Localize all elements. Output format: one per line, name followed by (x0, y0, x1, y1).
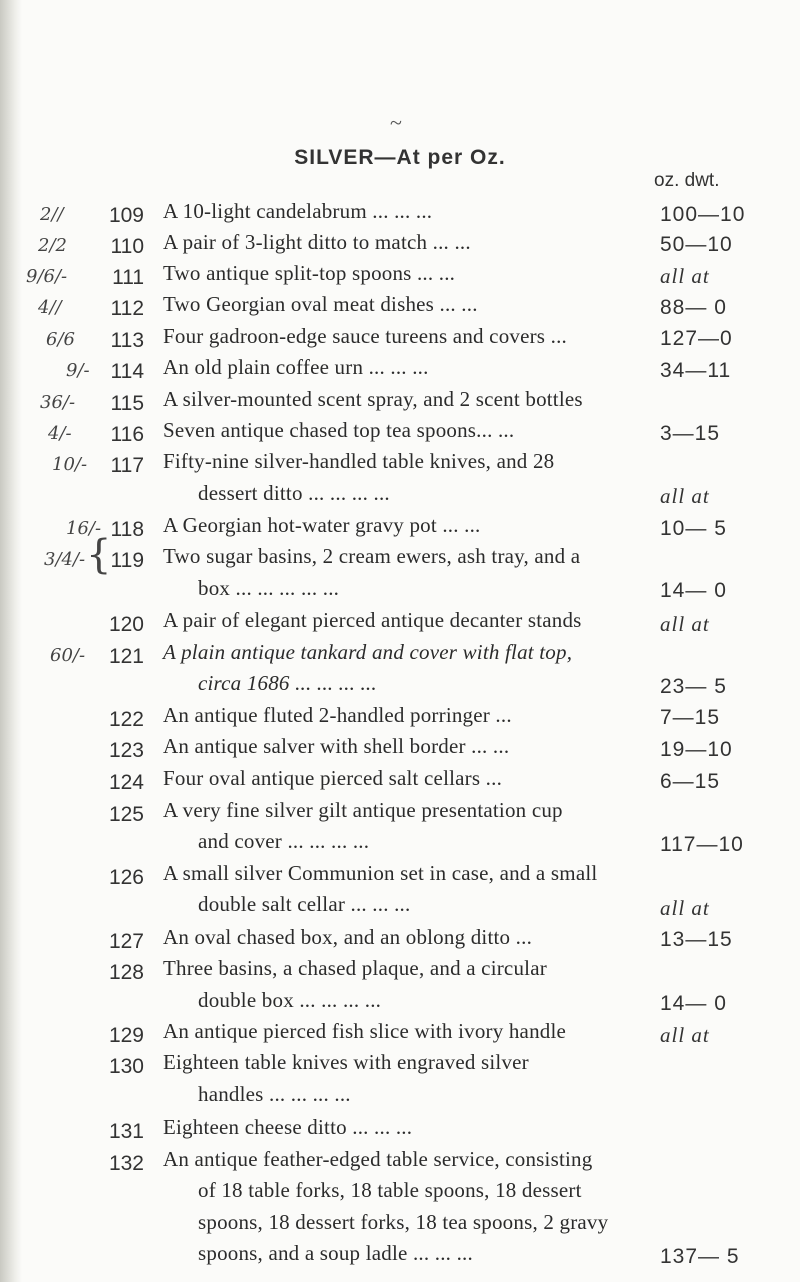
pencil-note: 36/- (40, 391, 76, 413)
lot-number: 110 (110, 234, 144, 258)
pencil-note: 2/2 (38, 234, 67, 256)
lot-description (163, 1144, 655, 1270)
lot-number: 126 (108, 865, 144, 889)
lot-price: 10— 5 (660, 516, 727, 540)
pencil-note: 4/- (48, 423, 72, 445)
lot-number: 125 (108, 802, 144, 826)
lot-number: 118 (110, 518, 144, 542)
lot-number: 121 (108, 644, 144, 668)
description-line: Eighteen cheese ditto ... ... ... (163, 1115, 413, 1140)
lot-description (163, 289, 655, 321)
description-line: circa 1686 ... ... ... ... (198, 671, 377, 696)
pencil-brace: { (86, 532, 112, 578)
description-line: Four oval antique pierced salt cellars ... (163, 765, 503, 790)
pencil-note: 3/4/- (44, 548, 86, 570)
lot-price: all at (660, 484, 710, 509)
pencil-note: 10/- (52, 454, 88, 476)
description-line: An antique pierced fish slice with ivory handle (163, 1019, 567, 1044)
lot-number: 129 (108, 1024, 144, 1048)
description-line: A small silver Communion set in case, and a small (163, 860, 598, 885)
page-title: SILVER—At per Oz. (294, 146, 506, 169)
lot-price: 14— 0 (660, 991, 727, 1015)
lot-description (163, 763, 655, 795)
lot-description (163, 922, 655, 954)
description-line: Two Georgian oval meat dishes ... ... (163, 292, 478, 317)
lot-price: 127—0 (660, 327, 733, 351)
lot-description (163, 415, 655, 447)
lot-description (163, 352, 655, 384)
lot-price: all at (660, 895, 710, 920)
lot-description (163, 637, 655, 700)
lot-description (163, 1112, 655, 1144)
lot-number: 130 (108, 1055, 144, 1079)
description-line: double box ... ... ... ... (198, 987, 382, 1012)
lot-price: 19—10 (660, 737, 733, 761)
lot-price: 117—10 (660, 832, 744, 856)
pencil-note: 9/- (66, 360, 90, 382)
lot-number: 124 (108, 770, 144, 794)
lot-price: 88— 0 (660, 295, 727, 319)
lot-price: 7—15 (660, 706, 721, 730)
description-line: A 10-light candelabrum ... ... ... (163, 199, 433, 223)
description-line: box ... ... ... ... ... (198, 575, 340, 600)
description-line: A plain antique tankard and cover with flat top, (163, 639, 573, 664)
pencil-note: 16/- (66, 518, 102, 540)
lot-number: 117 (110, 454, 144, 478)
lot-price: 34—11 (660, 358, 732, 382)
lot-number: 119 (110, 548, 144, 572)
lot-description (163, 541, 655, 604)
lot-number: 109 (108, 204, 144, 227)
pencil-note: 6/6 (46, 328, 75, 350)
lot-number: 128 (108, 961, 144, 985)
description-line: handles ... ... ... ... (198, 1081, 351, 1106)
lot-description (163, 795, 655, 858)
lot-price: 137— 5 (660, 1245, 740, 1269)
lot-price: 100—10 (660, 202, 746, 226)
lot-number: 132 (108, 1151, 144, 1175)
description-line: Seven antique chased top tea spoons... ... (163, 418, 515, 443)
lot-price: 50—10 (660, 233, 733, 257)
description-line: of 18 table forks, 18 table spoons, 18 dessert (198, 1178, 582, 1203)
pencil-note: 2// (40, 204, 64, 225)
description-line: A silver-mounted scent spray, and 2 scent bottles (163, 386, 583, 411)
lot-price: all at (660, 611, 710, 636)
lot-number: 123 (108, 739, 144, 763)
lot-description (163, 258, 655, 290)
description-line: double salt cellar ... ... ... (198, 892, 411, 917)
description-line: An antique fluted 2-handled porringer ... (163, 702, 512, 727)
description-line: Four gadroon-edge sauce tureens and covers ... (163, 323, 567, 348)
lot-description (163, 858, 655, 921)
description-line: An old plain coffee urn ... ... ... (163, 355, 429, 380)
lot-description (163, 510, 655, 542)
lot-price: 6—15 (660, 769, 721, 793)
lot-number: 127 (108, 929, 144, 953)
lot-description (163, 700, 655, 732)
lot-description (163, 953, 655, 1016)
lot-number: 114 (110, 360, 144, 384)
units-header: oz. dwt. (654, 170, 720, 191)
pencil-note: 4// (38, 297, 62, 319)
lot-description (163, 321, 655, 353)
lot-description (163, 1016, 655, 1048)
lot-number: 112 (110, 297, 144, 321)
lot-description (163, 227, 655, 259)
lot-number: 113 (110, 328, 144, 352)
lot-number: 122 (108, 707, 144, 731)
lot-number: 120 (108, 612, 144, 636)
lot-price: 13—15 (660, 928, 733, 952)
lot-description (163, 446, 655, 509)
lot-price: 23— 5 (660, 674, 727, 698)
description-line: spoons, and a soup ladle ... ... ... (198, 1241, 473, 1266)
lot-description (163, 605, 655, 637)
lot-number: 131 (108, 1120, 144, 1144)
description-line: A very fine silver gilt antique presentation cup (163, 797, 563, 822)
lot-price: 14— 0 (660, 579, 727, 603)
lot-price: 3—15 (660, 422, 721, 446)
description-line: spoons, 18 dessert forks, 18 tea spoons, 2 gravy (198, 1209, 609, 1234)
lot-number: 116 (110, 423, 144, 447)
description-line: A pair of 3-light ditto to match ... ... (163, 229, 471, 254)
lot-price: all at (660, 1023, 710, 1048)
pencil-note: 60/- (50, 644, 86, 666)
description-line: An oval chased box, and an oblong ditto ... (163, 924, 533, 949)
description-line: Fifty-nine silver-handled table knives, and 28 (163, 449, 555, 474)
description-line: Two antique split-top spoons ... ... (163, 260, 456, 285)
lot-number: 115 (110, 391, 144, 415)
lot-price: all at (660, 264, 710, 289)
description-line: Eighteen table knives with engraved silver (163, 1050, 529, 1075)
description-line: Three basins, a chased plaque, and a circular (163, 956, 547, 981)
description-line: and cover ... ... ... ... (198, 829, 370, 854)
description-line: An antique salver with shell border ... ... (163, 734, 510, 759)
description-line: A Georgian hot-water gravy pot ... ... (163, 513, 481, 538)
page-edge-shadow (0, 0, 22, 1282)
lot-description (163, 1047, 655, 1110)
description-line: Two sugar basins, 2 cream ewers, ash tray, and a (163, 543, 581, 568)
pencil-note: 9/6/- (26, 265, 68, 287)
lot-description (163, 731, 655, 763)
lot-description (163, 196, 655, 228)
description-line: A pair of elegant pierced antique decanter stands (163, 607, 582, 632)
description-line: An antique feather-edged table service, consisting (163, 1146, 593, 1171)
lot-number: 111 (112, 265, 144, 289)
description-line: dessert ditto ... ... ... ... (198, 480, 390, 505)
header-mark: ~ (390, 110, 402, 135)
lot-description (163, 384, 655, 416)
